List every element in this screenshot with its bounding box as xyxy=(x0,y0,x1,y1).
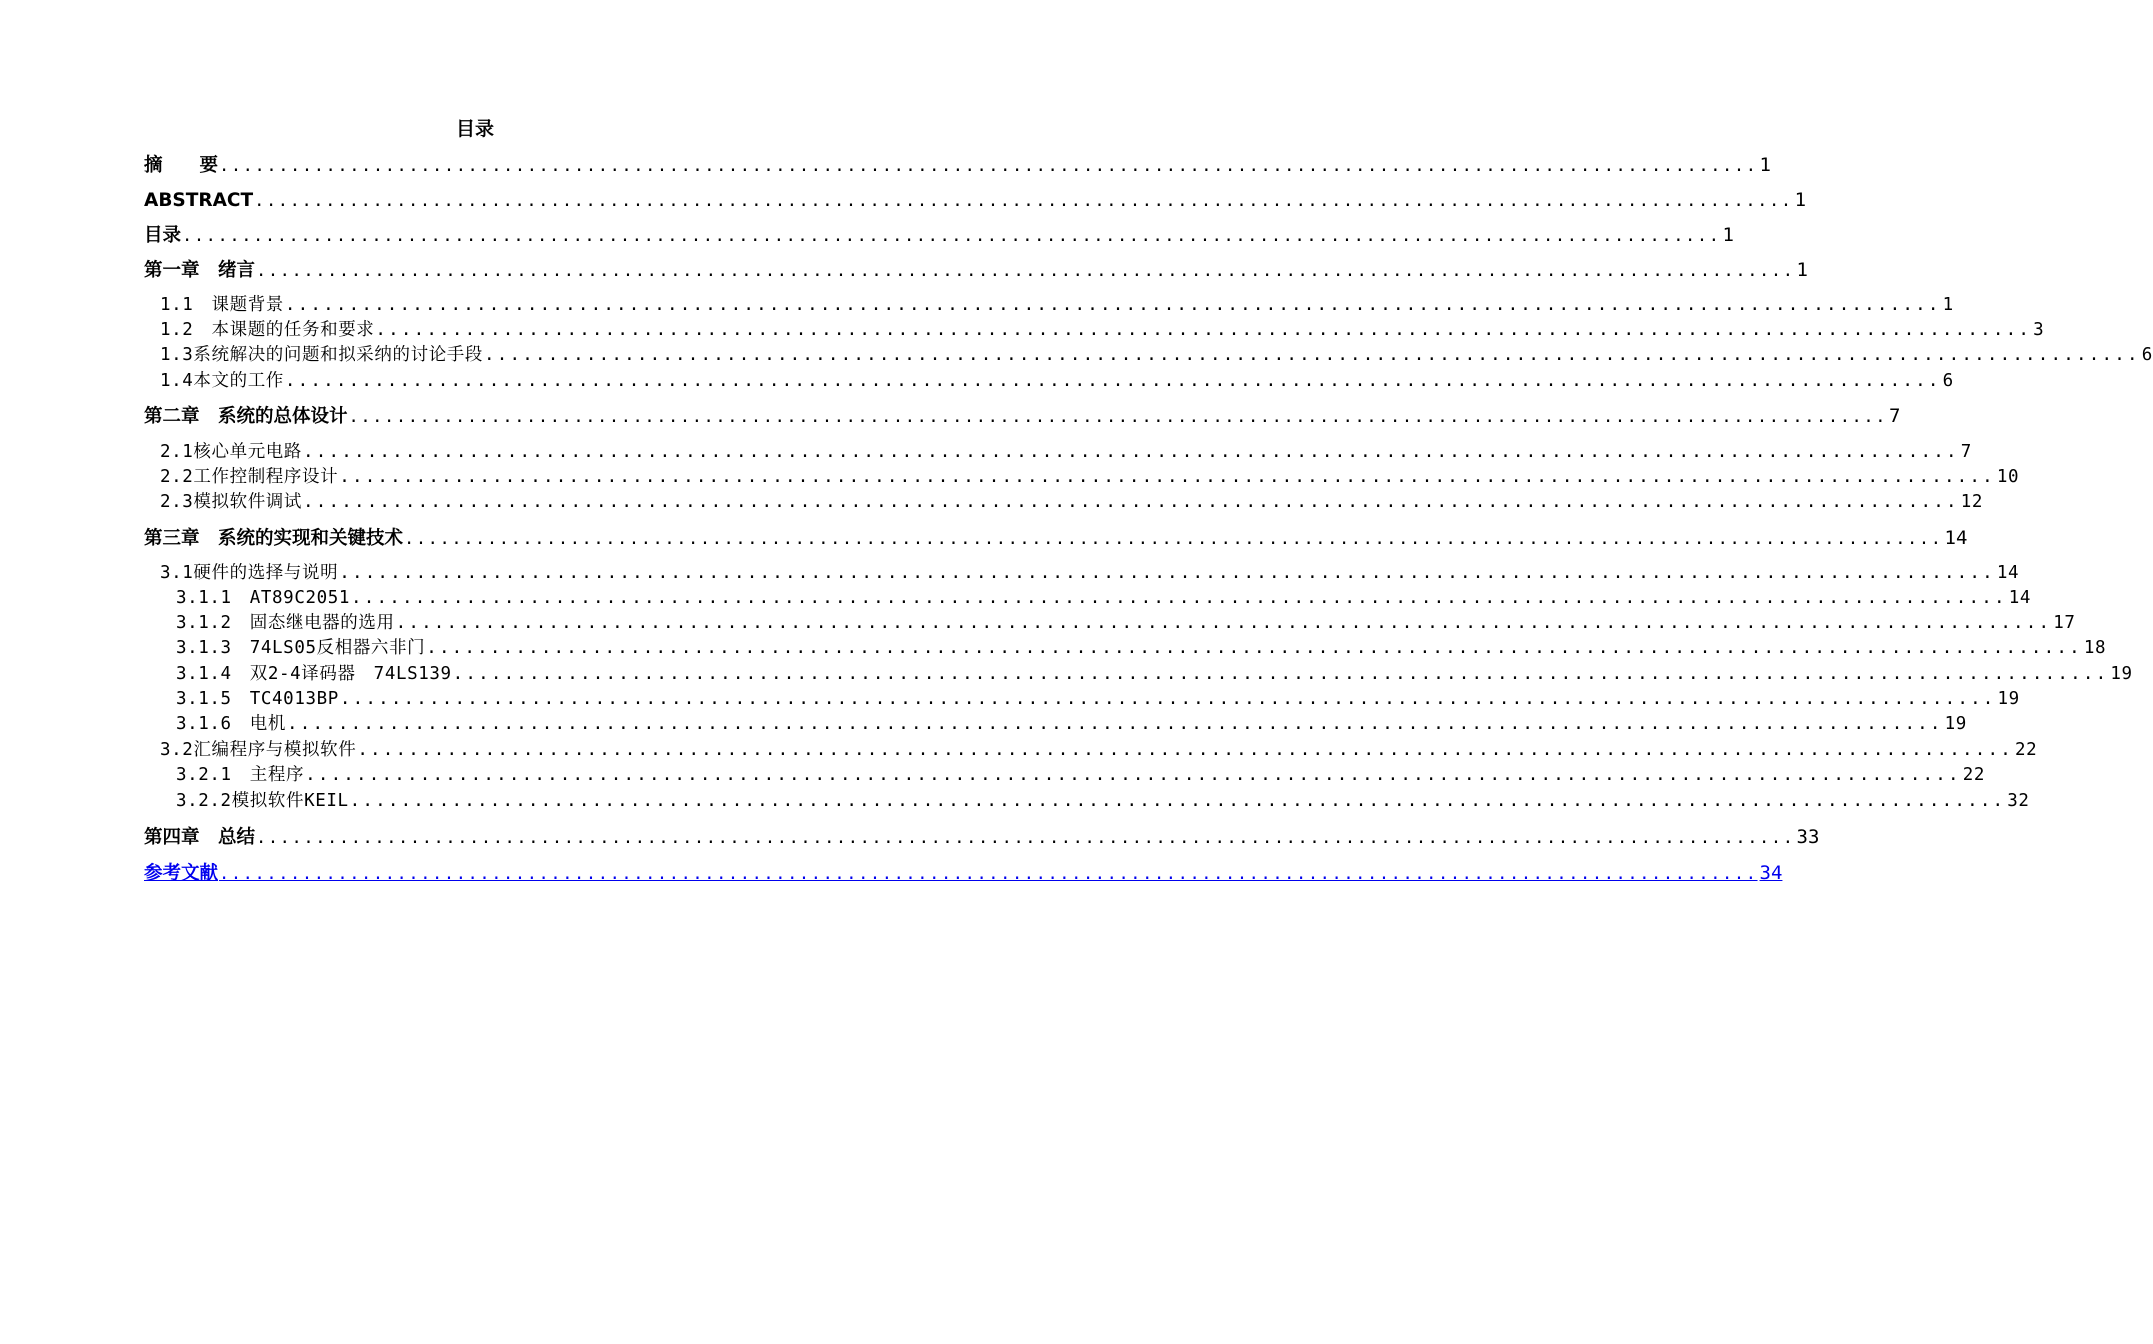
toc-title: 目录 xyxy=(455,118,494,140)
toc-entry-abstract-cn[interactable] xyxy=(144,152,1771,179)
dot-leader: .................................................................................................................................. xyxy=(357,740,2013,760)
toc-page-number: 1 xyxy=(1759,154,1771,176)
dot-leader: .................................................................................................................................. xyxy=(284,295,1941,315)
toc-entry-chapter-3[interactable] xyxy=(144,525,1968,552)
toc-entry-label: 摘 要 xyxy=(144,155,219,176)
toc-entry-label: 第二章 系统的总体设计 xyxy=(144,406,348,427)
toc-entry-1-2[interactable] xyxy=(160,318,2045,342)
dot-leader: .................................................................................................................................. xyxy=(452,664,2109,684)
toc-entry-3-2-1[interactable] xyxy=(176,763,1986,787)
toc-entry-3-2[interactable] xyxy=(160,738,2038,762)
toc-entry-contents[interactable] xyxy=(144,222,1734,249)
toc-page-number: 19 xyxy=(2110,664,2133,684)
toc-page-number: 1 xyxy=(1794,189,1807,211)
dot-leader: .................................................................................................................................. xyxy=(303,442,1959,462)
dot-leader: .................................................................................................................................. xyxy=(219,156,1758,176)
toc-entry-label: 2.2工作控制程序设计 xyxy=(160,467,339,487)
dot-leader: .................................................................................................................................. xyxy=(375,320,2032,340)
toc-entry-3-2-2[interactable] xyxy=(176,789,2030,813)
toc-page-number: 22 xyxy=(2014,740,2038,760)
toc-page-number: 34 xyxy=(1759,862,1783,884)
toc-entry-2-2[interactable] xyxy=(160,465,2020,489)
toc-entry-chapter-4[interactable] xyxy=(144,824,1820,851)
toc-entry-label: 3.1.1 AT89C2051 xyxy=(176,588,351,608)
toc-entry-label: 第三章 系统的实现和关键技术 xyxy=(144,528,404,549)
toc-page-number: 1 xyxy=(1942,295,1954,315)
toc-page-number: 6 xyxy=(1942,371,1954,391)
toc-page-number: 12 xyxy=(1960,492,1983,512)
toc-entry-1-4[interactable] xyxy=(160,369,1954,393)
toc-page-number: 14 xyxy=(1996,563,2020,583)
toc-entry-label: 1.3系统解决的问题和拟采纳的讨论手段 xyxy=(160,345,484,365)
dot-leader: .................................................................................................................................. xyxy=(254,191,1793,211)
dot-leader: .................................................................................................................................. xyxy=(256,261,1795,281)
toc-entry-3-1-4[interactable] xyxy=(176,662,2133,686)
toc-entry-label: 2.3模拟软件调试 xyxy=(160,492,303,512)
dot-leader: .................................................................................................................................. xyxy=(339,563,1995,583)
toc-entry-references-link[interactable] xyxy=(144,860,1783,887)
toc-page-number: 33 xyxy=(1796,826,1820,848)
toc-entry-1-1[interactable] xyxy=(160,293,1954,317)
toc-page-number: 10 xyxy=(1996,467,2020,487)
toc-entry-label: 参考文献 xyxy=(144,863,219,884)
toc-page-number: 7 xyxy=(1889,405,1901,427)
toc-entry-label: 3.1硬件的选择与说明 xyxy=(160,563,339,583)
toc-entry-label: ABSTRACT xyxy=(144,190,254,211)
toc-page-number: 19 xyxy=(1997,689,2020,709)
toc-page-number: 1 xyxy=(1722,224,1734,246)
toc-page-number: 3 xyxy=(2033,320,2045,340)
dot-leader: .................................................................................................................................. xyxy=(305,765,1961,785)
toc-entry-label: 3.2.1 主程序 xyxy=(176,765,305,785)
toc-entry-chapter-1[interactable] xyxy=(144,257,1808,284)
dot-leader: .................................................................................................................................. xyxy=(348,407,1888,427)
toc-page-number: 14 xyxy=(2008,588,2031,608)
toc-entry-label: 第四章 总结 xyxy=(144,827,256,848)
toc-page-number: 6 xyxy=(2141,345,2153,365)
toc-page-number: 14 xyxy=(1944,527,1968,549)
toc-entry-label: 目录 xyxy=(144,225,182,246)
toc-entry-3-1-3[interactable] xyxy=(176,636,2107,660)
dot-leader: .................................................................................................................................. xyxy=(351,588,2007,608)
dot-leader: .................................................................................................................................. xyxy=(349,791,2006,811)
dot-leader: .................................................................................................................................. xyxy=(395,613,2052,633)
toc-entry-label: 1.1 课题背景 xyxy=(160,295,284,315)
toc-entry-3-1[interactable] xyxy=(160,561,2020,585)
toc-entry-chapter-2[interactable] xyxy=(144,403,1901,430)
dot-leader: .................................................................................................................................. xyxy=(404,529,1943,549)
dot-leader: .................................................................................................................................. xyxy=(426,638,2082,658)
toc-entry-3-1-5[interactable] xyxy=(176,687,2020,711)
toc-entry-abstract-en[interactable] xyxy=(144,187,1807,214)
dot-leader: .................................................................................................................................. xyxy=(286,714,1943,734)
dot-leader: .................................................................................................................................. xyxy=(219,864,1758,884)
toc-page-number: 22 xyxy=(1962,765,1986,785)
toc-entry-label: 3.1.5 TC4013BP xyxy=(176,689,339,709)
toc-entry-label: 3.1.2 固态继电器的选用 xyxy=(176,613,395,633)
toc-entry-label: 2.1核心单元电路 xyxy=(160,442,303,462)
dot-leader: .................................................................................................................................. xyxy=(256,828,1795,848)
toc-entry-label: 3.1.6 电机 xyxy=(176,714,286,734)
toc-page-number: 7 xyxy=(1960,442,1972,462)
toc-entry-label: 3.2汇编程序与模拟软件 xyxy=(160,740,357,760)
toc-entry-label: 第一章 绪言 xyxy=(144,260,256,281)
toc-entry-3-1-2[interactable] xyxy=(176,611,2076,635)
dot-leader: .................................................................................................................................. xyxy=(339,467,1995,487)
toc-page-number: 1 xyxy=(1796,259,1808,281)
dot-leader: .................................................................................................................................. xyxy=(284,371,1941,391)
dot-leader: .................................................................................................................................. xyxy=(484,345,2140,365)
dot-leader: .................................................................................................................................. xyxy=(303,492,1959,512)
toc-entry-label: 3.2.2模拟软件KEIL xyxy=(176,791,349,811)
toc-page-number: 17 xyxy=(2053,613,2076,633)
toc-page-number: 18 xyxy=(2083,638,2107,658)
toc-page-number: 19 xyxy=(1944,714,1967,734)
toc-entry-2-1[interactable] xyxy=(160,440,1972,464)
toc-entry-label: 3.1.4 双2-4译码器 74LS139 xyxy=(176,664,452,684)
dot-leader: .................................................................................................................................. xyxy=(339,689,1996,709)
toc-entry-label: 1.2 本课题的任务和要求 xyxy=(160,320,375,340)
toc-entry-2-3[interactable] xyxy=(160,490,1983,514)
toc-entry-label: 3.1.3 74LS05反相器六非门 xyxy=(176,638,426,658)
dot-leader: .................................................................................................................................. xyxy=(182,226,1721,246)
toc-entry-3-1-1[interactable] xyxy=(176,586,2031,610)
toc-entry-label: 1.4本文的工作 xyxy=(160,371,284,391)
toc-page-number: 32 xyxy=(2007,791,2030,811)
toc-entry-3-1-6[interactable] xyxy=(176,712,1967,736)
toc-entry-1-3[interactable] xyxy=(160,343,2153,367)
